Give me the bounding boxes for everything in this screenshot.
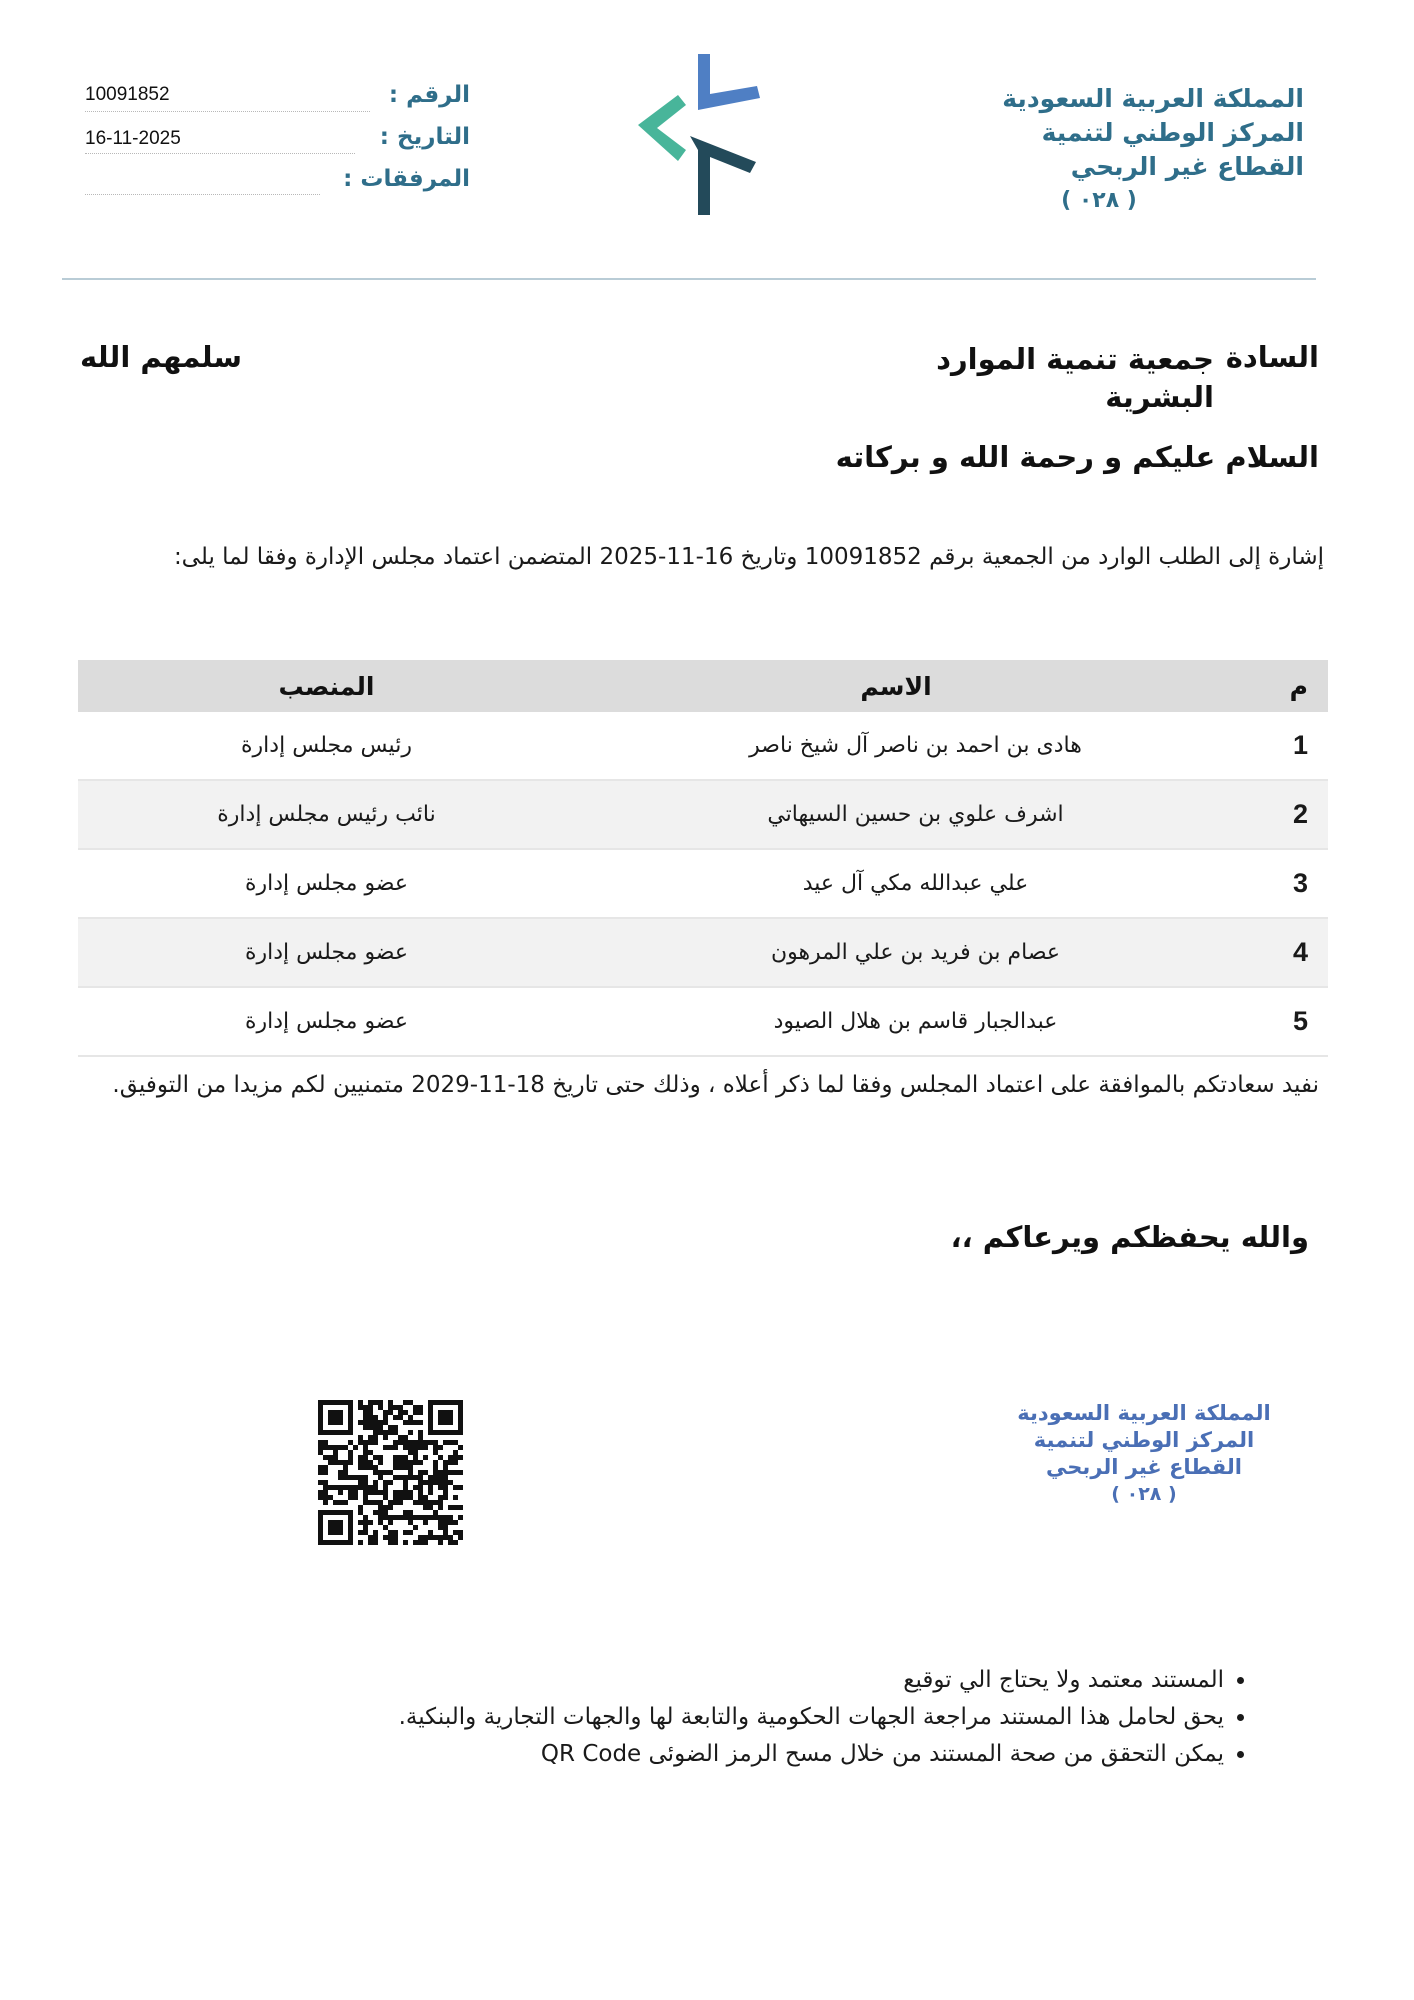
row-number: 3 [1217, 849, 1328, 918]
member-position: نائب رئيس مجلس إدارة [78, 780, 575, 849]
org-logo-icon [630, 50, 760, 220]
note-item: • يمكن التحقق من صحة المستند من خلال مسح الرمز الضوئى QR Code [164, 1736, 1224, 1773]
recipient-name: جمعية تنمية الموارد البشرية [936, 342, 1214, 414]
org-code: ( ٠٢٨ ) [1061, 188, 1137, 213]
member-name: عبدالجبار قاسم بن هلال الصيود [575, 987, 1217, 1056]
table-row [78, 712, 1328, 780]
digital-stamp [1014, 1400, 1274, 1508]
note-item: • المستند معتمد ولا يحتاج الي توقيع [164, 1662, 1224, 1699]
row-number: 2 [1217, 780, 1328, 849]
attachments-label: المرفقات : [343, 166, 470, 192]
table-header-row [78, 660, 1328, 712]
table-row [78, 780, 1328, 849]
approval-paragraph: نفيد سعادتكم بالموافقة على اعتماد المجلس وفقا لما ذكر أعلاه ، وذلك حتى تاريخ 18-11-2029 متمنيين لكم مزيدا من التوفيق. [112, 1072, 1319, 1098]
member-name: علي عبدالله مكي آل عيد [575, 849, 1217, 918]
row-number: 1 [1217, 712, 1328, 780]
stamp-line: المركز الوطني لتنمية [1033, 1428, 1255, 1452]
table-row [78, 987, 1328, 1056]
header-divider [62, 278, 1316, 280]
column-header-number: م [1217, 660, 1328, 712]
org-line: المركز الوطني لتنمية [1041, 118, 1304, 147]
attachments-underline [85, 193, 320, 195]
stamp-line: المملكة العربية السعودية [1017, 1401, 1271, 1425]
number-underline [85, 110, 370, 112]
member-position: عضو مجلس إدارة [78, 918, 575, 987]
greeting-suffix: سلمهم الله [80, 340, 243, 374]
org-line: القطاع غير الربحي [1070, 152, 1304, 181]
row-number: 5 [1217, 987, 1328, 1056]
farewell-line: والله يحفظكم ويرعاكم ،، [950, 1220, 1309, 1254]
row-number: 4 [1217, 918, 1328, 987]
org-line: المملكة العربية السعودية [1002, 84, 1304, 113]
table-row [78, 849, 1328, 918]
salutation-prefix: السادة [1225, 340, 1319, 374]
qr-code-icon [318, 1400, 463, 1545]
member-position: عضو مجلس إدارة [78, 987, 575, 1056]
number-value: 10091852 [85, 84, 170, 105]
stamp-line: القطاع غير الربحي [1046, 1455, 1242, 1479]
opening-greeting: السلام عليكم و رحمة الله و بركاته [835, 440, 1319, 474]
member-position: عضو مجلس إدارة [78, 849, 575, 918]
number-label: الرقم : [388, 82, 470, 108]
member-name: اشرف علوي بن حسين السيهاتي [575, 780, 1217, 849]
table-row [78, 918, 1328, 987]
date-value: 16-11-2025 [85, 128, 181, 149]
column-header-name: الاسم [575, 660, 1217, 712]
document-notes [164, 1662, 1264, 1773]
stamp-code: ( ٠٢٨ ) [1111, 1483, 1177, 1505]
intro-paragraph: إشارة إلى الطلب الوارد من الجمعية برقم 10091852 وتاريخ 16-11-2025 المتضمن اعتماد مجلس الإدارة وفقا لما يلى: [173, 544, 1324, 570]
member-name: هادى بن احمد بن ناصر آل شيخ ناصر [575, 712, 1217, 780]
member-position: رئيس مجلس إدارة [78, 712, 575, 780]
note-item: • يحق لحامل هذا المستند مراجعة الجهات الحكومية والتابعة لها والجهات التجارية والبنكية. [164, 1699, 1224, 1736]
date-underline [85, 152, 355, 154]
organization-name [984, 82, 1304, 218]
member-name: عصام بن فريد بن علي المرهون [575, 918, 1217, 987]
date-label: التاريخ : [379, 124, 470, 150]
column-header-position: المنصب [78, 660, 575, 712]
board-members-table [78, 660, 1328, 1057]
